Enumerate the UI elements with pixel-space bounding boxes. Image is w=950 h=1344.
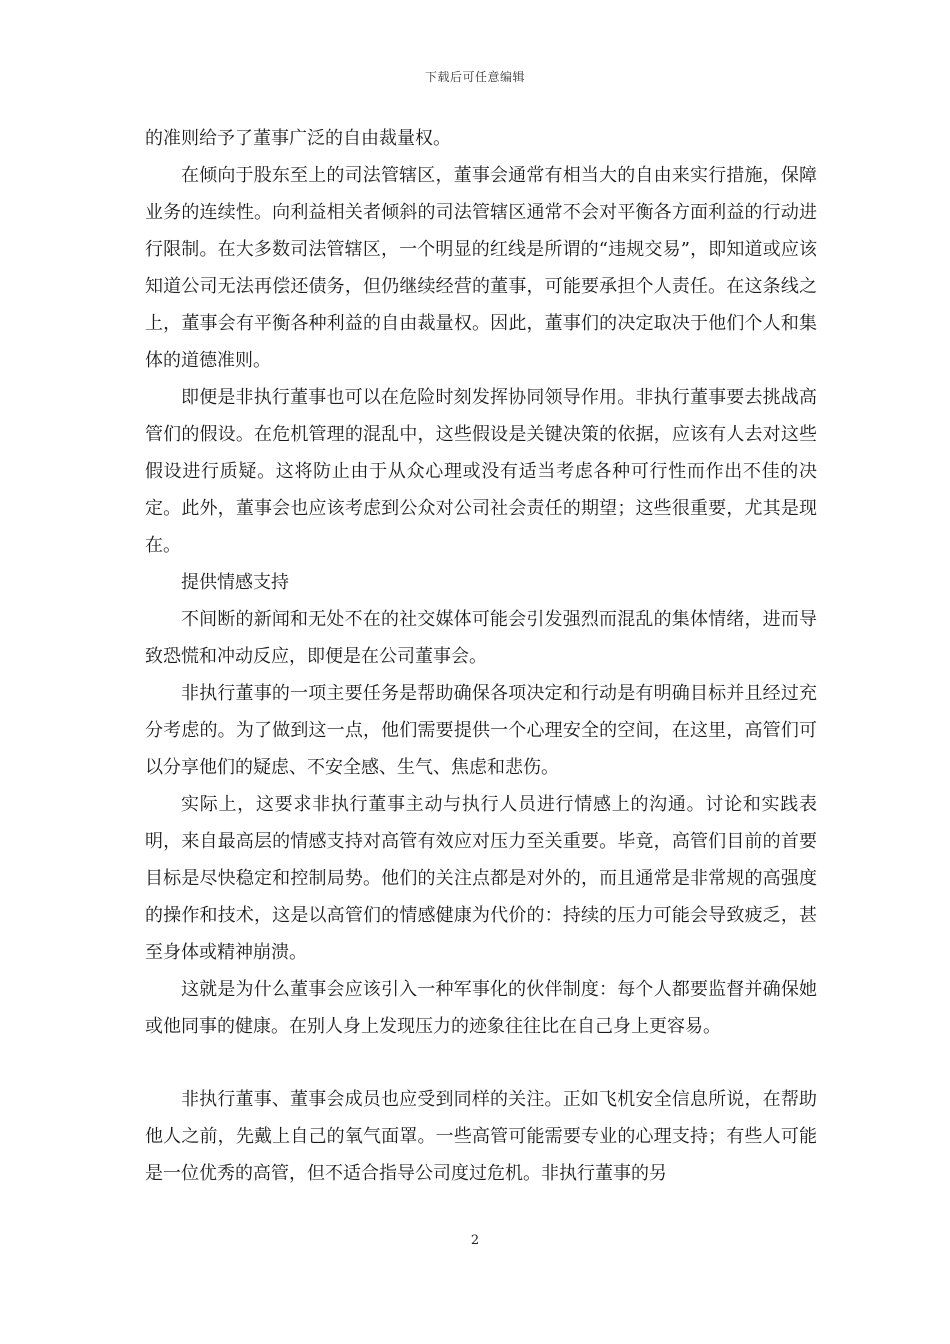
paragraph: 这就是为什么董事会应该引入一种军事化的伙伴制度：每个人都要监督并确保她或他同事的健康。在别人身上发现压力的迹象往往比在自己身上更容易。 <box>145 979 817 1037</box>
paragraph: 非执行董事的一项主要任务是帮助确保各项决定和行动是有明确目标并且经过充分考虑的。为了做到这一点，他们需要提供一个心理安全的空间，在这里，高管们可以分享他们的疑虑、不安全感、生气、焦虑和悲伤。 <box>145 683 817 778</box>
paragraph: 不间断的新闻和无处不在的社交媒体可能会引发强烈而混乱的集体情绪，进而导致恐慌和冲动反应，即便是在公司董事会。 <box>145 609 817 667</box>
paragraph: 实际上，这要求非执行董事主动与执行人员进行情感上的沟通。讨论和实践表明，来自最高层的情感支持对高管有效应对压力至关重要。毕竟，高管们目前的首要目标是尽快稳定和控制局势。他们的关注点都是对外的，而且通常是非常规的高强度的操作和技术，这是以高管们的情感健康为代价的：持续的压力可能会导致疲乏，甚至身体或精神崩溃。 <box>145 794 817 963</box>
paragraph: 非执行董事、董事会成员也应受到同样的关注。正如飞机安全信息所说，在帮助他人之前，先戴上自己的氧气面罩。一些高管可能需要专业的心理支持；有些人可能是一位优秀的高管，但不适合指导公司度过危机。非执行董事的另 <box>145 1089 817 1184</box>
paragraph-spacer <box>145 1045 817 1081</box>
paragraph: 即便是非执行董事也可以在危险时刻发挥协同领导作用。非执行董事要去挑战高管们的假设。在危机管理的混乱中，这些假设是关键决策的依据，应该有人去对这些假设进行质疑。这将防止由于从众心理或没有适当考虑各种可行性而作出不佳的决定。此外，董事会也应该考虑到公众对公司社会责任的期望；这些很重要，尤其是现在。 <box>145 387 817 556</box>
document-body <box>145 120 817 1192</box>
page-number: 2 <box>470 1233 480 1248</box>
section-heading: 提供情感支持 <box>181 572 289 593</box>
page-header: 下载后可任意编辑 <box>424 70 525 84</box>
paragraph-continuation: 的准则给予了董事广泛的自由裁量权。 <box>145 128 451 149</box>
paragraph: 在倾向于股东至上的司法管辖区，董事会通常有相当大的自由来实行措施，保障业务的连续性。向利益相关者倾斜的司法管辖区通常不会对平衡各方面利益的行动进行限制。在大多数司法管辖区，一个明显的红线是所谓的“违规交易”，即知道或应该知道公司无法再偿还债务，但仍继续经营的董事，可能要承担个人责任。在这条线之上，董事会有平衡各种利益的自由裁量权。因此，董事们的决定取决于他们个人和集体的道德准则。 <box>145 165 817 371</box>
